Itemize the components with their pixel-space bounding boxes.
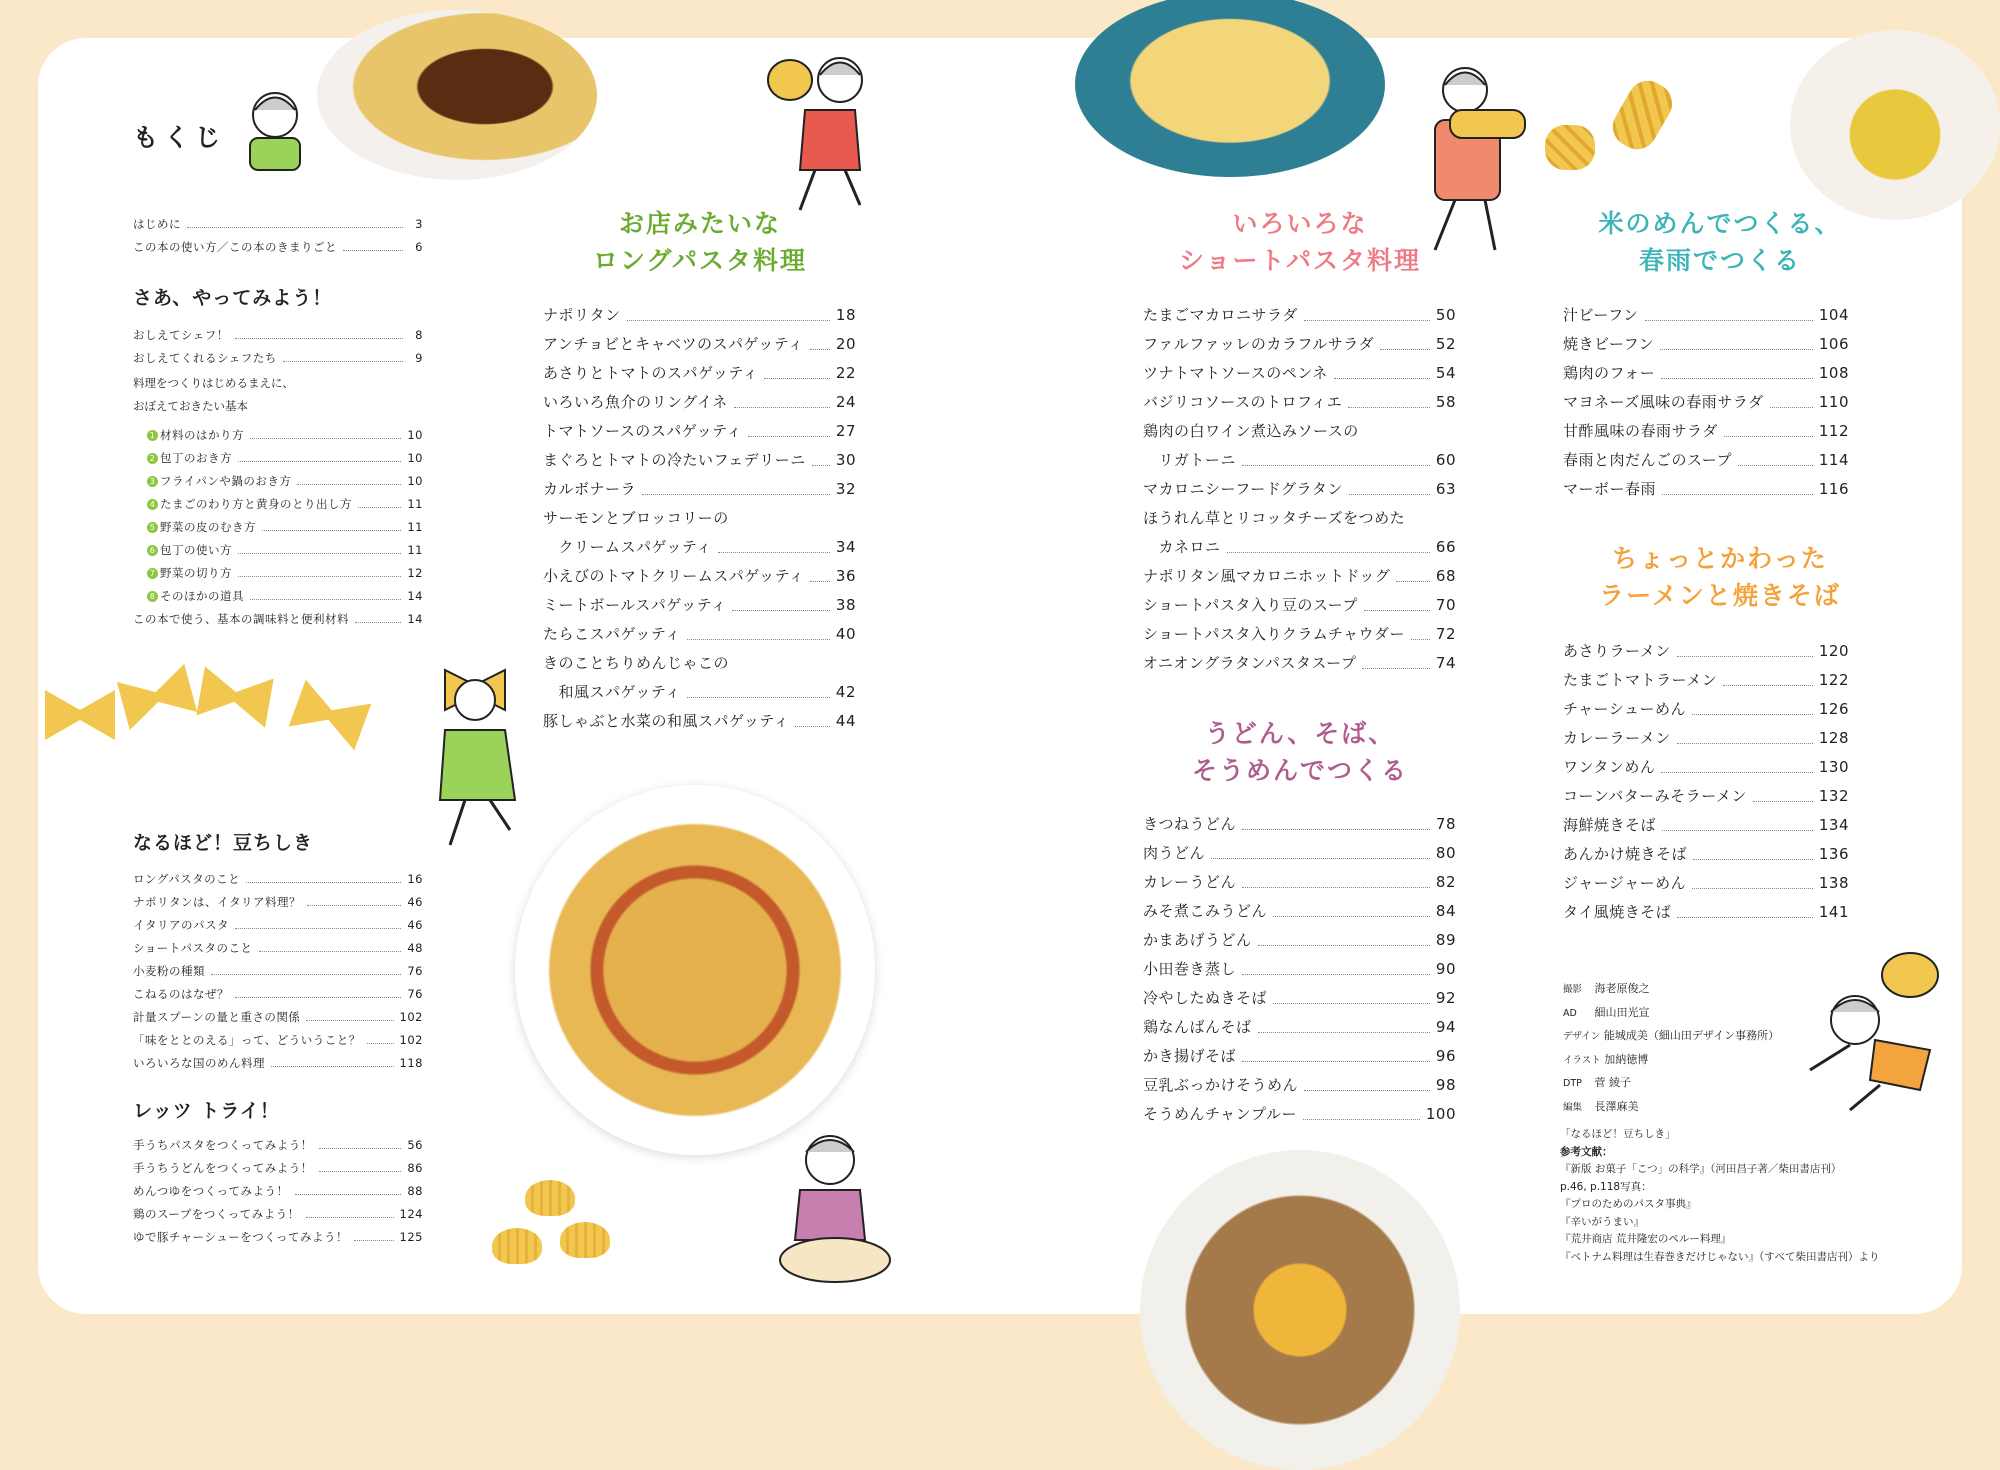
toc-entry[interactable]: かき揚げそば 96	[1143, 1047, 1456, 1065]
toc-entry[interactable]: 2 包丁のおき方 10	[133, 441, 423, 464]
toc-entry[interactable]: 豚しゃぶと水菜の和風スパゲッティ 44	[543, 712, 856, 730]
toc-entry[interactable]: 3 フライパンや鍋のおき方 10	[133, 464, 423, 487]
toc-entry[interactable]: ナポリタン風マカロニホットドッグ 68	[1143, 567, 1456, 585]
section-title: さあ、やってみよう！	[133, 287, 333, 309]
toc-entry[interactable]: カネロニ 66	[1143, 538, 1456, 556]
toc-entry[interactable]: 汁ビーフン 104	[1563, 306, 1849, 324]
rice-noodle-heading: 米のめんでつくる、 春雨でつくる	[1598, 209, 1842, 275]
toc-entry[interactable]: 計量スプーンの量と重さの関係 102	[133, 1009, 423, 1024]
short-pasta-heading: いろいろな ショートパスタ料理	[1178, 209, 1421, 275]
credits	[1563, 978, 1779, 1119]
toc-entry[interactable]: ミートボールスパゲッティ 38	[543, 596, 856, 614]
toc-entry[interactable]: ショートパスタ入り豆のスープ 70	[1143, 596, 1456, 614]
section2-list	[133, 862, 423, 1069]
toc-entry[interactable]: 和風スパゲッティ 42	[543, 683, 856, 701]
rice-noodle-list	[1563, 294, 1849, 497]
toc-entry[interactable]: オニオングラタンパスタスープ 74	[1143, 654, 1456, 672]
child-running-with-pasta-illustration	[745, 40, 885, 220]
toc-entry[interactable]: 「味をととのえる」って、どういうこと？ 102	[133, 1032, 423, 1047]
ramen-heading: ちょっとかわった ラーメンと焼きそば	[1599, 544, 1841, 610]
toc-entry[interactable]: まぐろとトマトの冷たいフェデリーニ 30	[543, 451, 856, 469]
credit-row: DTP 菅 綾子	[1563, 1076, 1631, 1089]
child-with-farfalle-illustration	[400, 650, 550, 850]
toc-entry[interactable]: ロングパスタのこと 16	[133, 871, 423, 886]
section-title: なるほど！豆ちしき	[133, 832, 314, 854]
toc-entry[interactable]: 小麦粉の種類 76	[133, 963, 423, 978]
toc-entry[interactable]: 鶏なんばんそば 94	[1143, 1018, 1456, 1036]
toc-entry[interactable]: チャーシューめん 126	[1563, 700, 1849, 718]
toc-entry[interactable]: めんつゆをつくってみよう！ 88	[133, 1183, 423, 1198]
child-jumping-with-noodles-illustration	[1790, 940, 1970, 1120]
toc-entry[interactable]: あさりラーメン 120	[1563, 642, 1849, 660]
basics-list	[133, 418, 423, 625]
toc-entry[interactable]: タイ風焼きそば 141	[1563, 903, 1849, 921]
toc-entry[interactable]: 海鮮焼きそば 134	[1563, 816, 1849, 834]
toc-entry[interactable]: 鶏肉のフォー 108	[1563, 364, 1849, 382]
toc-entry[interactable]: トマトソースのスパゲッティ 27	[543, 422, 856, 440]
toc-entry[interactable]: あさりとトマトのスパゲッティ 22	[543, 364, 856, 382]
toc-entry[interactable]: ナポリタン 18	[543, 306, 856, 324]
toc-entry[interactable]: ワンタンめん 130	[1563, 758, 1849, 776]
toc-entry[interactable]: 手うちパスタをつくってみよう！ 56	[133, 1137, 423, 1152]
toc-entry[interactable]: 冷やしたぬきそば 92	[1143, 989, 1456, 1007]
toc-entry[interactable]: たまごトマトラーメン 122	[1563, 671, 1849, 689]
udon-list	[1143, 803, 1456, 1122]
toc-entry[interactable]: 小えびのトマトクリームスパゲッティ 36	[543, 567, 856, 585]
toc-entry[interactable]: たまごマカロニサラダ 50	[1143, 306, 1456, 324]
toc-entry[interactable]: たらこスパゲッティ 40	[543, 625, 856, 643]
child-eating-illustration	[220, 80, 320, 180]
section-title: レッツ トライ！	[133, 1100, 280, 1122]
toc-entry[interactable]: こねるのはなぜ？ 76	[133, 986, 423, 1001]
credit-row: AD 細山田光宣	[1563, 1005, 1650, 1019]
toc-entry[interactable]: かまあげうどん 89	[1143, 931, 1456, 949]
udon-heading: うどん、そば、 そうめんでつくる	[1191, 719, 1408, 785]
toc-entry[interactable]: みそ煮こみうどん 84	[1143, 902, 1456, 920]
toc-entry[interactable]: 4 たまごのわり方と黄身のとり出し方 11	[133, 487, 423, 510]
toc-entry[interactable]: 豆乳ぶっかけそうめん 98	[1143, 1076, 1456, 1094]
toc-entry[interactable]: ナポリタンは、イタリア料理？ 46	[133, 894, 423, 909]
toc-entry[interactable]: いろいろな国のめん料理 118	[133, 1055, 423, 1070]
toc-entry[interactable]: ツナトマトソースのペンネ 54	[1143, 364, 1456, 382]
toc-entry[interactable]: リガトーニ 60	[1143, 451, 1456, 469]
toc-entry[interactable]: マヨネーズ風味の春雨サラダ 110	[1563, 393, 1849, 411]
toc-title: もくじ	[133, 123, 227, 152]
references: 「なるほど！豆ちしき」 参考文献： 『新版 お菓子「こつ」の科学』（河田昌子著／柴田書店刊） p.46, p.118写真： 『プロのためのパスタ事典』 『辛いがうまい』 『荒井商店 荒井隆宏のペルー料理』 『ベトナム料理は生春巻きだけじゃない』（すべて柴田書店刊）より	[1560, 1128, 1880, 1263]
toc-entry[interactable]: 焼きビーフン 106	[1563, 335, 1849, 353]
toc-entry[interactable]: きのことちりめんじゃこの	[543, 654, 730, 672]
toc-entry[interactable]: 6 包丁の使い方 11	[133, 533, 423, 556]
credit-row: デザイン 能城成美（細山田デザイン事務所）	[1563, 1029, 1780, 1042]
credit-row: 撮影 海老原俊之	[1563, 982, 1650, 995]
toc-entry[interactable]: 春雨と肉だんごのスープ 114	[1563, 451, 1849, 469]
basics-heading: 料理をつくりはじめるまえに、 おぼえておきたい基本	[133, 376, 294, 413]
toc-entry[interactable]: はじめに 3	[133, 216, 423, 231]
toc-entry[interactable]: おしえてシェフ！ 8	[133, 327, 423, 342]
toc-entry[interactable]: コーンバターみそラーメン 132	[1563, 787, 1849, 805]
short-pasta-list	[1143, 294, 1456, 671]
long-pasta-list	[543, 294, 856, 729]
jajamen-photo	[317, 10, 597, 180]
toc-entry[interactable]: そうめんチャンプルー 100	[1143, 1105, 1456, 1123]
toc-entry[interactable]: 肉うどん 80	[1143, 844, 1456, 862]
toc-entry[interactable]: カルボナーラ 32	[543, 480, 856, 498]
section1-list	[133, 318, 423, 364]
toc-entry[interactable]: マーボー春雨 116	[1563, 480, 1849, 498]
toc-entry[interactable]: 8 そのほかの道具 14	[133, 579, 423, 602]
toc-entry[interactable]: ほうれん草とリコッタチーズをつめた	[1143, 509, 1406, 527]
toc-entry[interactable]: クリームスパゲッティ 34	[543, 538, 856, 556]
long-pasta-heading: お店みたいな ロングパスタ料理	[592, 209, 807, 275]
toc-entry[interactable]: アンチョビとキャベツのスパゲッティ 20	[543, 335, 856, 353]
toc-entry[interactable]: イタリアのパスタ 46	[133, 917, 423, 932]
toc-entry[interactable]: ジャージャーめん 138	[1563, 874, 1849, 892]
credit-row: イラスト 加納徳博	[1563, 1052, 1649, 1066]
toc-entry[interactable]: ショートパスタのこと 48	[133, 940, 423, 955]
fusilli-pasta-icon	[1545, 125, 1595, 170]
toc-entry[interactable]: 小田巻き蒸し 90	[1143, 960, 1456, 978]
toc-entry[interactable]: 7 野菜の切り方 12	[133, 556, 423, 579]
toc-entry[interactable]: きつねうどん 78	[1143, 815, 1456, 833]
toc-entry[interactable]: バジリコソースのトロフィエ 58	[1143, 393, 1456, 411]
toc-entry[interactable]: ショートパスタ入りクラムチャウダー 72	[1143, 625, 1456, 643]
seafood-linguine-photo	[515, 785, 875, 1155]
toc-entry[interactable]: カレーラーメン 128	[1563, 729, 1849, 747]
toc-entry[interactable]: サーモンとブロッコリーの	[543, 509, 729, 527]
toc-entry[interactable]: 5 野菜の皮のむき方 11	[133, 510, 423, 533]
child-kneading-dough-illustration	[760, 1120, 910, 1290]
toc-entry[interactable]: おしえてくれるシェフたち 9	[133, 350, 423, 365]
toc-entry[interactable]: 鶏肉の白ワイン煮込みソースの	[1143, 422, 1359, 440]
conchiglie-pasta-icon	[492, 1228, 542, 1264]
toc-entry[interactable]: 1 材料のはかり方 10	[133, 418, 423, 441]
farfalle-salad-photo	[1075, 0, 1385, 177]
intro-list	[133, 207, 423, 253]
toc-entry[interactable]: この本で使う、基本の調味料と便利材料 14	[133, 611, 423, 626]
toc-entry[interactable]: この本の使い方／この本のきまりごと 6	[133, 239, 423, 254]
toc-entry[interactable]: あんかけ焼きそば 136	[1563, 845, 1849, 863]
toc-entry[interactable]: マカロニシーフードグラタン 63	[1143, 480, 1456, 498]
harusame-salad-photo	[1790, 30, 2000, 220]
conchiglie-pasta-icon	[525, 1180, 575, 1216]
section3-list	[133, 1128, 423, 1243]
toc-entry[interactable]: 鶏のスープをつくってみよう！ 124	[133, 1206, 423, 1221]
toc-entry[interactable]: 手うちうどんをつくってみよう！ 86	[133, 1160, 423, 1175]
conchiglie-pasta-icon	[560, 1222, 610, 1258]
soba-photo	[1140, 1150, 1460, 1470]
toc-entry[interactable]: 甘酢風味の春雨サラダ 112	[1563, 422, 1849, 440]
toc-entry[interactable]: ゆで豚チャーシューをつくってみよう！ 125	[133, 1229, 423, 1244]
ramen-list	[1563, 630, 1849, 920]
toc-entry[interactable]: いろいろ魚介のリングイネ 24	[543, 393, 856, 411]
credit-row: 編集 長澤麻美	[1563, 1099, 1639, 1113]
toc-entry[interactable]: カレーうどん 82	[1143, 873, 1456, 891]
toc-entry[interactable]: ファルファッレのカラフルサラダ 52	[1143, 335, 1456, 353]
